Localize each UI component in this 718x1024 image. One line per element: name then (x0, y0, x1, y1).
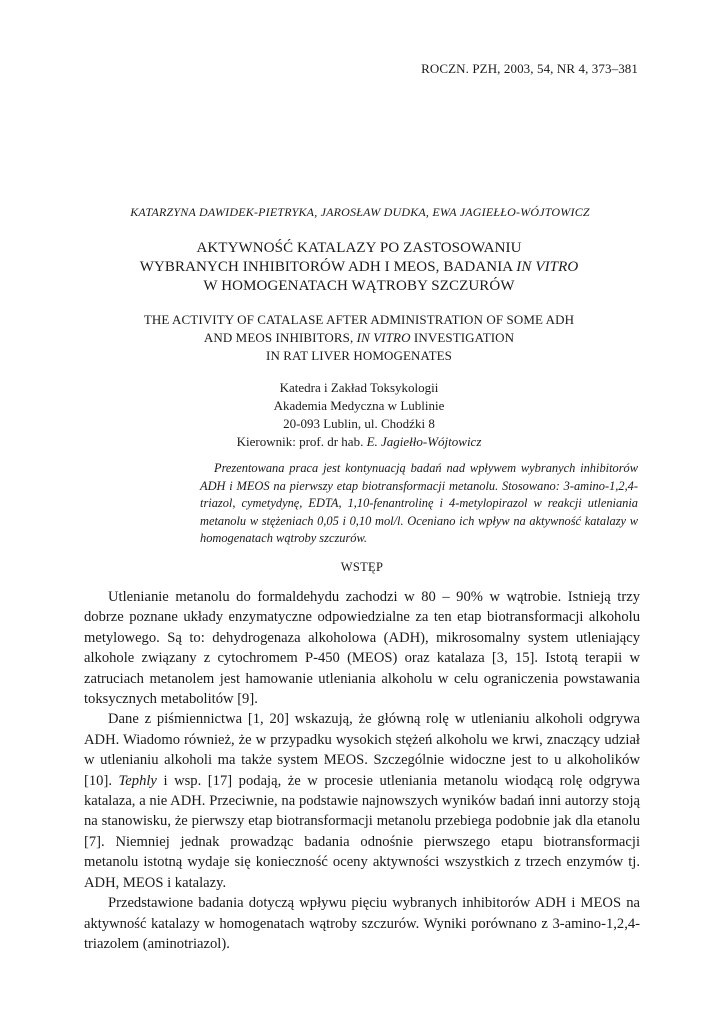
affiliation-head-name: E. Jagiełło-Wójtowicz (366, 434, 482, 449)
paragraph-3: Przedstawione badania dotyczą wpływu pięciu wybranych inhibitorów ADH i MEOS na aktywność katalazy w homogenatach wątroby szczurów. Wyniki porównano z 3-amino-1,2,4-triazolem (aminotriazol). (84, 895, 640, 952)
title-polish-in-vitro: IN VITRO (516, 259, 579, 275)
affiliation-institution: Akademia Medyczna w Lublinie (273, 398, 445, 413)
abstract: Prezentowana praca jest kontynuacją badań nad wpływem wybranych inhibitorów ADH i MEOS na pierwszy etap biotransformacji metanolu. Stosowano: 3-amino-1,2,4-triazol, cymetydynę, EDTA, 1,10-fenantrolinę i 4-metylopirazol w reakcji utleniania metanolu w stężeniach 0,05 i 0,10 mol/l. Oceniano ich wpływ na aktywność katalazy w homogenatach wątroby szczurów. (200, 461, 638, 546)
paragraph-2-author: Tephly (118, 772, 157, 789)
title-polish (76, 239, 642, 296)
paragraph-2-part-2: i wsp. [17] podają, że w procesie utleniania metanolu wiodącą rolę odgrywa katalaza, a nie ADH. Przeciwnie, na podstawie najnowszych wyników badań inni autorzy stoją na stanowisku, że pierwszy etap biotransformacji metanolu przebiega podobnie jak dla etanolu [7]. Niemniej jednak prowadząc badania odnośnie pierwszego etapu biotransformacji metanolu istotną wydaje się konieczność oceny aktywności wszystkich z trzech enzymów tj. ADH, MEOS i katalazy. (84, 772, 640, 891)
affiliation-head (156, 433, 562, 451)
title-polish-line-2-text: WYBRANYCH INHIBITORÓW ADH I MEOS, BADANIA (139, 259, 517, 275)
affiliation-address: 20-093 Lublin, ul. Chodźki 8 (283, 416, 435, 431)
journal-citation: ROCZN. PZH, 2003, 54, NR 4, 373–381 (421, 61, 638, 76)
title-english-line-2-text: AND MEOS INHIBITORS, (203, 330, 357, 345)
title-english-line-1: THE ACTIVITY OF CATALASE AFTER ADMINISTRATION OF SOME ADH (143, 312, 575, 327)
title-english (76, 311, 642, 365)
affiliation-department: Katedra i Zakład Toksykologii (279, 380, 439, 395)
body-text (84, 587, 640, 954)
paragraph-1: Utlenianie metanolu do formaldehydu zachodzi w 80 – 90% w wątrobie. Istnieją trzy dobrze poznane układy enzymatyczne odpowiedzialne za ten etap biotransformacji alkoholu metylowego. Są to: dehydrogenaza alkoholowa (ADH), mikrosomalny system utleniający alkohole związany z cytochromem P-450 (MEOS) oraz katalaza [3, 15]. Istotą terapii w zatruciach metanolem jest hamowanie utleniania alkoholu w celu ograniczenia powstawania toksycznych metabolitów [9]. (84, 589, 640, 708)
paragraph-2-part-1: Dane z piśmiennictwa [1, 20] wskazują, że główną rolę w utlenianiu alkoholi odgrywa ADH. Wiadomo również, że w przypadku wysokich stężeń alkoholu we krwi, znaczący udział w utlenianiu alkoholi ma także system MEOS. Szczególnie widoczne jest to u alkoholików [10]. (84, 711, 640, 789)
section-title: WSTĘP (340, 560, 384, 574)
title-polish-line-1: AKTYWNOŚĆ KATALAZY PO ZASTOSOWANIU (196, 240, 522, 256)
title-english-in-vitro: IN VITRO (356, 330, 411, 345)
title-english-line-2-end: INVESTIGATION (410, 330, 515, 345)
affiliation-head-label: Kierownik: prof. dr hab. (236, 434, 367, 449)
paragraph-2 (84, 709, 640, 893)
title-polish-line-3: W HOMOGENATACH WĄTROBY SZCZURÓW (203, 278, 515, 294)
title-polish-line-2 (76, 258, 642, 277)
title-english-line-2 (76, 329, 642, 347)
authors-line: KATARZYNA DAWIDEK-PIETRYKA, JAROSŁAW DUDKA, EWA JAGIEŁŁO-WÓJTOWICZ (130, 205, 590, 219)
affiliation (156, 379, 562, 451)
title-english-line-3: IN RAT LIVER HOMOGENATES (266, 348, 452, 363)
